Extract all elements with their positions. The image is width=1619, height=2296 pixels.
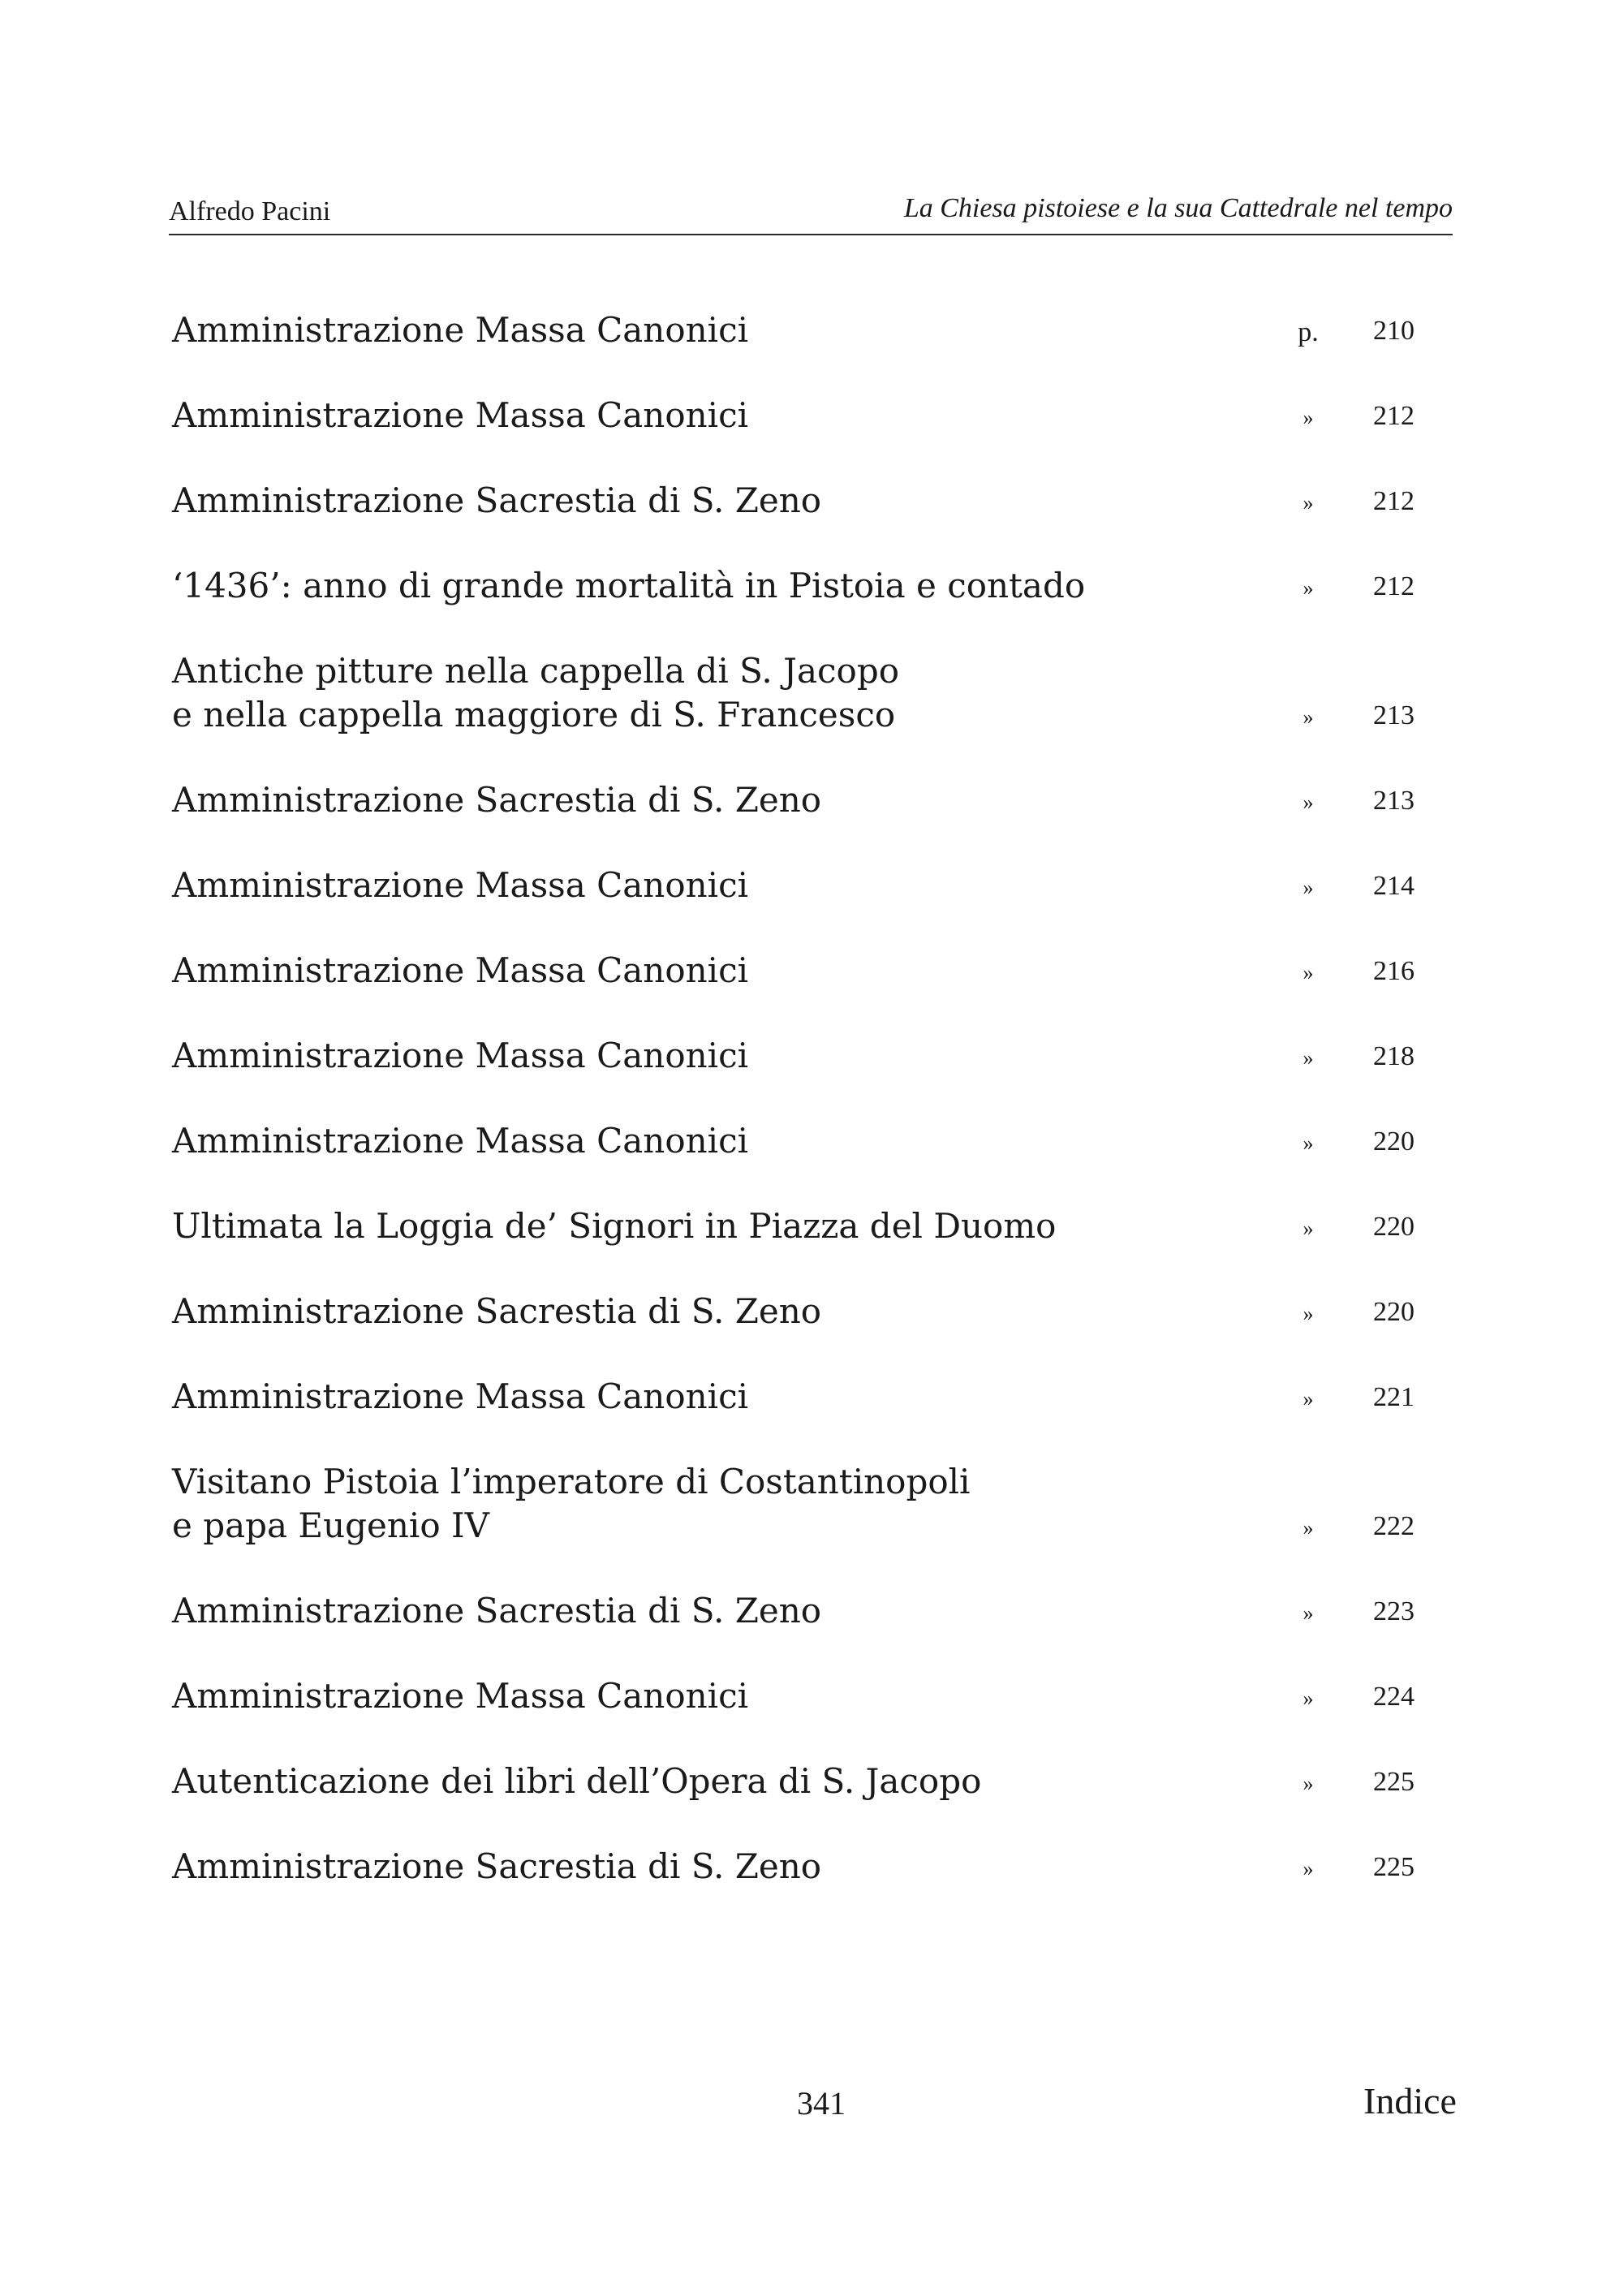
- toc-entry-title: [172, 1204, 1227, 1248]
- ditto-marker: »: [1303, 1046, 1314, 1070]
- toc-entry-page-number: 220: [1373, 1212, 1414, 1242]
- toc-entry-title-line: Amministrazione Sacrestia di S. Zeno: [172, 1291, 822, 1331]
- toc-entry: [172, 1460, 1470, 1548]
- toc-entry-title: [172, 479, 1227, 523]
- toc-entry: [172, 778, 1470, 822]
- toc-entry: [172, 1845, 1470, 1889]
- ditto-marker: »: [1303, 876, 1314, 899]
- toc-entry-title-line: e papa Eugenio IV: [172, 1506, 489, 1545]
- toc-entry-page-number: 214: [1373, 871, 1414, 901]
- toc-entry-title: [172, 1460, 1227, 1548]
- toc-entry-page-number: 216: [1373, 956, 1414, 986]
- toc-entry-title: [172, 394, 1227, 437]
- toc-entry-title-line: Amministrazione Massa Canonici: [172, 950, 749, 990]
- ditto-marker: »: [1303, 1387, 1314, 1411]
- section-label: Indice: [1363, 2080, 1457, 2122]
- toc-entry-title: [172, 864, 1227, 907]
- toc-entry-title-line: Amministrazione Massa Canonici: [172, 1121, 749, 1161]
- toc-entry-title-line: Amministrazione Massa Canonici: [172, 310, 749, 350]
- ditto-marker: »: [1303, 491, 1314, 515]
- toc-entry-title-line: Amministrazione Sacrestia di S. Zeno: [172, 480, 822, 520]
- toc-entry-title-line: Amministrazione Massa Canonici: [172, 395, 749, 435]
- toc-entry-title: [172, 1375, 1227, 1419]
- header-book-title: La Chiesa pistoiese e la sua Cattedrale nel tempo: [903, 193, 1453, 223]
- toc-entry: [172, 564, 1470, 608]
- running-head: [169, 193, 1453, 235]
- page-abbrev-marker: p.: [1298, 317, 1319, 347]
- toc-entry: [172, 1290, 1470, 1333]
- header-author: Alfredo Pacini: [169, 196, 331, 226]
- toc-entry-title-line: Amministrazione Massa Canonici: [172, 1036, 749, 1075]
- toc-entry: [172, 479, 1470, 523]
- toc-entry: [172, 1760, 1470, 1803]
- toc-entry-title-line: e nella cappella maggiore di S. Francesco: [172, 695, 896, 734]
- toc-entry: [172, 308, 1470, 352]
- toc-entry: [172, 394, 1470, 437]
- toc-entry-title-line: Ultimata la Loggia de’ Signori in Piazza del Duomo: [172, 1206, 1057, 1246]
- toc-entry: [172, 1034, 1470, 1078]
- toc-entry-page-number: 212: [1373, 486, 1414, 516]
- toc-entry: [172, 949, 1470, 993]
- toc-entry-title: [172, 1290, 1227, 1333]
- ditto-marker: »: [1303, 961, 1314, 984]
- toc-entry-title-line: ‘1436’: anno di grande mortalità in Pistoia e contado: [172, 566, 1086, 605]
- toc-entry: [172, 649, 1470, 737]
- ditto-marker: »: [1303, 576, 1314, 600]
- ditto-marker: »: [1303, 1302, 1314, 1325]
- toc-entry-page-number: 220: [1373, 1126, 1414, 1157]
- toc-entry-title-line: Amministrazione Sacrestia di S. Zeno: [172, 1591, 822, 1630]
- toc-entry: [172, 1119, 1470, 1163]
- toc-entry-page-number: 213: [1373, 700, 1414, 730]
- ditto-marker: »: [1303, 1772, 1314, 1795]
- toc-entry-title-line: Amministrazione Sacrestia di S. Zeno: [172, 780, 822, 820]
- toc-entry-page-number: 224: [1373, 1682, 1414, 1712]
- toc-entry-page-number: 212: [1373, 571, 1414, 601]
- toc-entry-page-number: 222: [1373, 1511, 1414, 1541]
- toc-entry-page-number: 210: [1373, 316, 1414, 346]
- toc-entry: [172, 1589, 1470, 1633]
- toc-entry-title: [172, 564, 1227, 608]
- toc-entry-title: [172, 1674, 1227, 1718]
- ditto-marker: »: [1303, 406, 1314, 429]
- toc-entry-page-number: 213: [1373, 786, 1414, 816]
- toc-entry-page-number: 225: [1373, 1852, 1414, 1882]
- toc-entry-title-line: Amministrazione Massa Canonici: [172, 1676, 749, 1716]
- ditto-marker: »: [1303, 1516, 1314, 1540]
- ditto-marker: »: [1303, 1217, 1314, 1240]
- table-of-contents: [172, 308, 1470, 1930]
- toc-entry-title-line: Amministrazione Massa Canonici: [172, 1376, 749, 1416]
- toc-entry-title-line: Autenticazione dei libri dell’Opera di S. Jacopo: [172, 1761, 982, 1801]
- toc-entry-title: [172, 1589, 1227, 1633]
- toc-entry-title: [172, 649, 1227, 737]
- toc-entry: [172, 1674, 1470, 1718]
- toc-entry-title: [172, 1034, 1227, 1078]
- toc-entry-title: [172, 1119, 1227, 1163]
- toc-entry-page-number: 221: [1373, 1382, 1414, 1412]
- ditto-marker: »: [1303, 1131, 1314, 1155]
- toc-entry-page-number: 212: [1373, 401, 1414, 431]
- ditto-marker: »: [1303, 1686, 1314, 1710]
- toc-entry-title: [172, 778, 1227, 822]
- toc-entry-title-line: Amministrazione Sacrestia di S. Zeno: [172, 1846, 822, 1886]
- toc-entry: [172, 1204, 1470, 1248]
- toc-entry-page-number: 218: [1373, 1041, 1414, 1071]
- ditto-marker: »: [1303, 790, 1314, 814]
- page-number: 341: [797, 2085, 846, 2122]
- toc-entry-title: [172, 1760, 1227, 1803]
- toc-entry-title-line: Amministrazione Massa Canonici: [172, 865, 749, 905]
- ditto-marker: »: [1303, 705, 1314, 729]
- toc-entry-title-line: Visitano Pistoia l’imperatore di Costantinopoli: [172, 1462, 971, 1501]
- toc-entry-page-number: 225: [1373, 1767, 1414, 1797]
- toc-entry-title-line: Antiche pitture nella cappella di S. Jacopo: [172, 651, 899, 691]
- ditto-marker: »: [1303, 1857, 1314, 1880]
- toc-entry: [172, 1375, 1470, 1419]
- toc-entry: [172, 864, 1470, 907]
- toc-entry-title: [172, 949, 1227, 993]
- toc-entry-title: [172, 1845, 1227, 1889]
- toc-entry-title: [172, 308, 1227, 352]
- toc-entry-page-number: 220: [1373, 1297, 1414, 1327]
- toc-entry-page-number: 223: [1373, 1596, 1414, 1626]
- ditto-marker: »: [1303, 1601, 1314, 1625]
